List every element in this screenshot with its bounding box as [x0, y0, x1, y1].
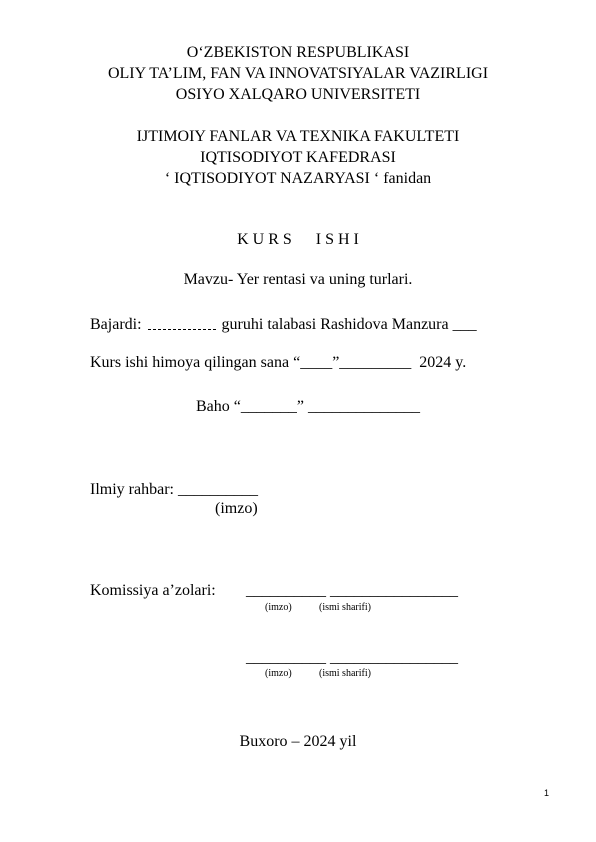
group-blank: [148, 329, 216, 330]
commission-label: Komissiya a’zolari:: [90, 582, 216, 599]
commission-line-1: __________ ________________: [246, 582, 458, 599]
defense-date-line: Kurs ishi himoya qilingan sana “____”_________ 2024 y.: [90, 354, 467, 371]
subject-line: ‘ IQTISODIYOT NAZARYASI ‘ fanidan: [164, 170, 432, 187]
department-heading: IQTISODIYOT KAFEDRASI: [200, 149, 396, 166]
performer-text: guruhi talabasi Rashidova Manzura ___: [221, 316, 477, 333]
commission-hint-name-1: (ismi sharifi): [319, 602, 371, 613]
commission-hint-signature-2: (imzo): [265, 668, 292, 679]
work-type-title: K U R S I S H I: [237, 231, 359, 248]
republic-heading: O‘ZBEKISTON RESPUBLIKASI: [186, 44, 410, 61]
ministry-heading: OLIY TA’LIM, FAN VA INNOVATSIYALAR VAZIRLIGI: [107, 65, 489, 82]
performer-label: Bajardi:: [90, 316, 142, 333]
place-year: Buxoro – 2024 yil: [239, 733, 357, 750]
commission-hint-signature-1: (imzo): [265, 602, 292, 613]
faculty-heading: IJTIMOIY FANLAR VA TEXNIKA FAKULTETI: [136, 128, 460, 145]
commission-line-2: __________ ________________: [246, 649, 458, 666]
grade-line: Baho “_______” ______________: [196, 398, 420, 415]
commission-hint-name-2: (ismi sharifi): [319, 668, 371, 679]
performer-line: [90, 316, 477, 334]
topic-line: Mavzu- Yer rentasi va uning turlari.: [183, 271, 413, 288]
supervisor-line: Ilmiy rahbar: __________: [90, 481, 258, 498]
university-heading: OSIYO XALQARO UNIVERSITETI: [175, 86, 421, 103]
supervisor-signature-hint: (imzo): [215, 500, 258, 517]
page-number: 1: [543, 788, 549, 798]
